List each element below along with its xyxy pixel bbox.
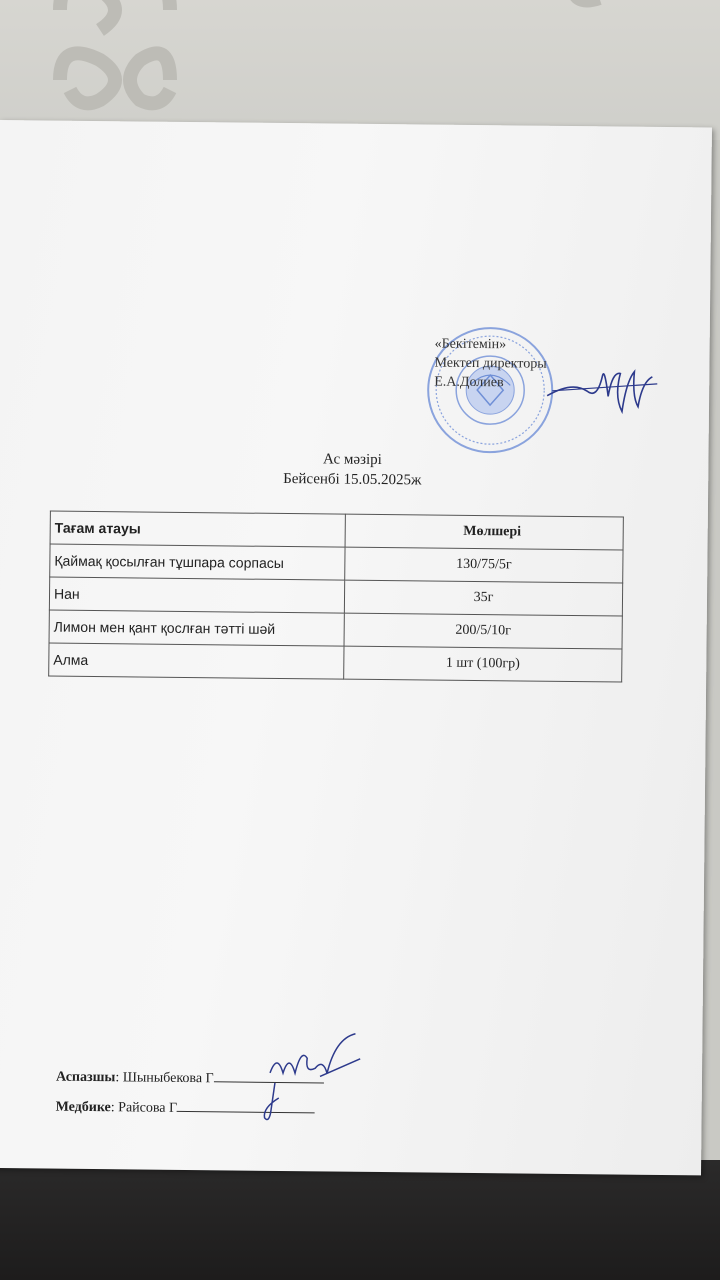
document-sheet: [0, 120, 712, 1175]
approval-position: Мектеп директоры: [434, 355, 547, 372]
table-surface: [0, 1160, 720, 1280]
wall-ornament-small-icon: [560, 0, 620, 30]
wall-ornament-icon: [40, 0, 210, 130]
cook-role: Аспазшы: [55, 1069, 116, 1086]
document-title: Ас мәзірі: [322, 451, 382, 469]
table-row: [49, 643, 622, 682]
document-date: Бейсенбі 15.05.2025ж: [283, 470, 422, 489]
document-title-block: [0, 446, 709, 493]
nurse-name: : Райсова Г: [110, 1100, 178, 1116]
nurse-role: Медбике: [55, 1099, 111, 1116]
dish-quantity: 1 шт (100гр): [344, 646, 622, 682]
dish-name: Нан: [49, 577, 344, 613]
dish-quantity: 35г: [344, 580, 622, 616]
header-dish-name: Тағам атауы: [50, 511, 345, 547]
dish-name: Алма: [49, 643, 344, 679]
nurse-signature-icon: [244, 1078, 305, 1129]
dish-quantity: 200/5/10г: [344, 613, 622, 649]
approval-name: Е.А.Долиев: [434, 374, 504, 391]
dish-name: Қаймақ қосылған тұшпара сорпасы: [50, 544, 345, 580]
dish-name: Лимон мен қант қослған тәтті шәй: [49, 610, 344, 646]
dish-quantity: 130/75/5г: [345, 547, 623, 583]
cook-name: : Шыныбекова Г: [115, 1070, 214, 1087]
approval-heading: «Бекітемін»: [434, 336, 507, 353]
header-quantity: Мөлшері: [345, 514, 623, 550]
menu-table: [48, 511, 624, 683]
nurse-signoff: [56, 1093, 376, 1126]
background-wall: [0, 0, 720, 140]
director-signature-icon: [542, 351, 663, 422]
